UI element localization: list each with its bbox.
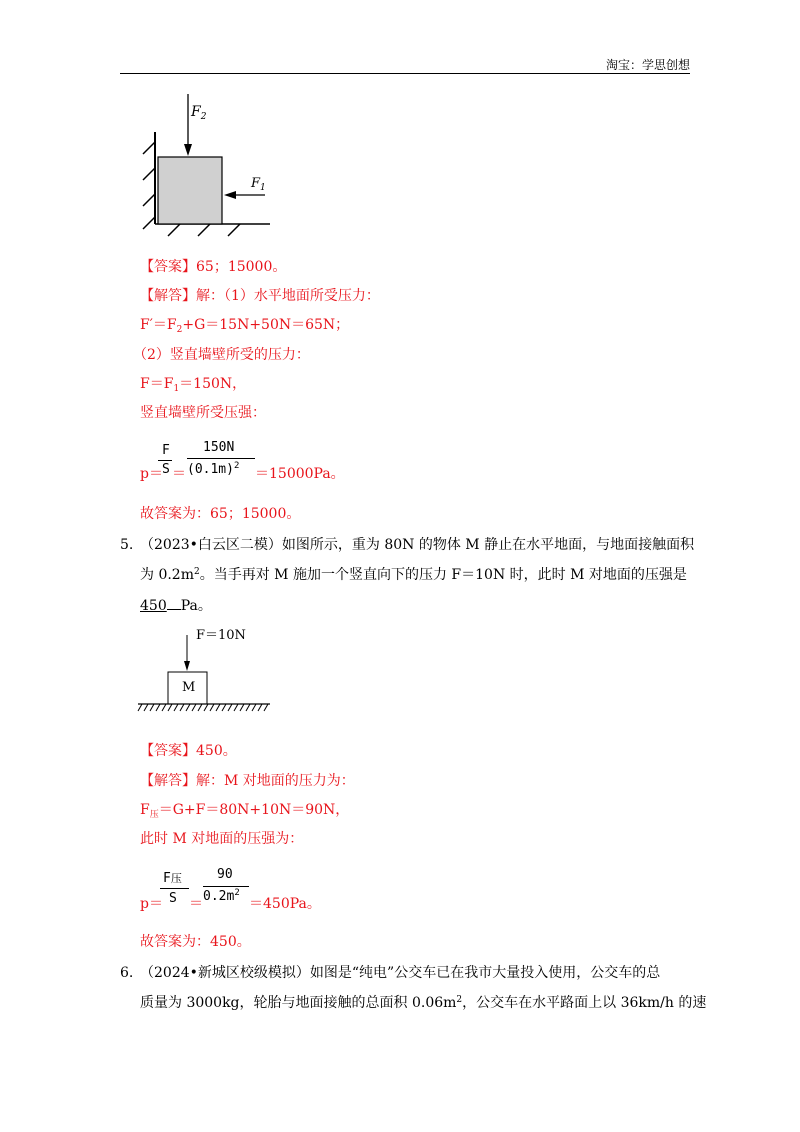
q5-formula-den2: $0.2m^2$ (203, 888, 240, 904)
q5-fracline1 (160, 888, 189, 889)
q5-formula-result: ＝450Pa。 (249, 896, 321, 912)
q4-formula-eq: ＝ (172, 466, 186, 482)
q5-answer: 【答案】450。 (140, 743, 237, 759)
q5-block-label: M (182, 680, 196, 695)
q4-solution-line4: $F=F_1=150N$， (140, 376, 247, 394)
q4-solution-line3: （2）竖直墙壁所受的压力： (133, 347, 310, 363)
header-text: 淘宝：学思创想 (605, 58, 690, 72)
q4-final: 故答案为：65；15000。 (140, 506, 301, 522)
q5-solution-line1: 【解答】解：M 对地面的压力为： (140, 773, 355, 789)
q5-fracline2 (203, 886, 249, 887)
q4-fracline1 (158, 460, 172, 461)
q5-formula-den1: S (169, 891, 177, 906)
q5-final: 故答案为：450。 (140, 934, 251, 950)
q6-number: 6. (120, 965, 134, 981)
q4-formula-den2: $(0.1m)^2$ (187, 461, 240, 477)
q6-stem-line1: （2024•新城区校级模拟）如图是“纯电”公交车已在我市大量投入使用，公交车的总 (140, 965, 661, 981)
q5-force-label: F＝10N (196, 628, 246, 643)
q4-formula-p: p＝ (140, 466, 163, 482)
q5-formula-eq: ＝ (189, 896, 203, 912)
q4-solution-line2: $F'=F_2+G=15N+50N=65N$； (140, 317, 350, 335)
q4-formula-num1: F (162, 443, 170, 458)
q5-formula-num1: F压 (163, 871, 182, 886)
f2-label: $F_2$ (191, 104, 207, 122)
q4-answer: 【答案】65；15000。 (140, 259, 287, 275)
q5-formula-num2: 90 (217, 867, 233, 882)
f1-label: $F_1$ (251, 176, 266, 193)
q4-fracline2 (187, 458, 255, 459)
q5-number: 5. (120, 537, 134, 553)
q5-solution-line3: 此时 M 对地面的压强为： (140, 831, 304, 847)
q4-formula-num2: 150N (203, 440, 235, 455)
q5-stem-line3: 450 Pa。 (140, 598, 212, 614)
q4-formula-result: ＝15000Pa。 (255, 466, 345, 482)
q5-formula-p: p＝ (140, 896, 163, 912)
q5-stem-line1: （2023•白云区二模）如图所示，重为 80N 的物体 M 静止在水平地面，与地面接触面积 (140, 537, 695, 553)
header-rule (120, 73, 690, 74)
q4-solution-line5: 竖直墙壁所受压强： (140, 405, 266, 421)
q6-stem-line2: 质量为 3000kg，轮胎与地面接触的总面积 $0.06m^2$，公交车在水平路面上以 36km/h 的速 (140, 995, 707, 1011)
q4-formula-den1: S (162, 462, 170, 477)
q5-answer-blank: 450 (140, 598, 167, 614)
q5-solution-line2: $F_压=G+F=80N+10N=90N$， (140, 802, 350, 820)
q5-stem-line2: 为 $0.2m^2$。当手再对 M 施加一个竖直向下的压力 F＝10N 时，此时 M 对地面的压强是 (140, 567, 687, 583)
q4-solution-line1: 【解答】解：（1）水平地面所受压力： (140, 288, 380, 304)
